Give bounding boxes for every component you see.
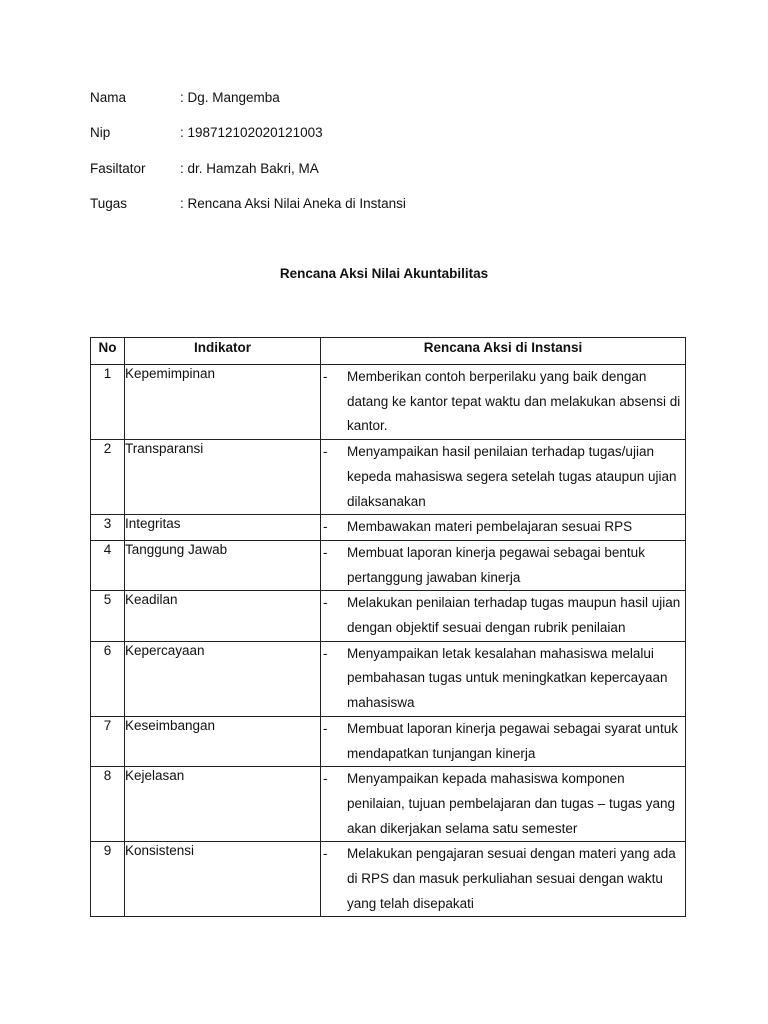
bullet-dash: - [323,846,328,862]
info-row-nama [90,90,406,125]
info-value: : Dg. Mangemba [180,90,280,105]
action-text: Melakukan penilaian terhadap tugas maupun hasil ujian dengan objektif sesuai dengan rubrik penilaian [347,595,681,636]
row-indikator: Kejelasan [125,767,321,842]
row-number: 6 [91,641,125,716]
info-value: : 198712102020121003 [180,125,323,141]
row-rencana-aksi [321,515,686,541]
action-text: Membuat laporan kinerja pegawai sebagai syarat untuk mendapatkan tunjangan kinerja [347,720,678,761]
info-row-nip [90,125,406,160]
row-indikator: Keseimbangan [125,716,321,766]
action-text: Melakukan pengajaran sesuai dengan materi yang ada di RPS dan masuk perkuliahan sesuai dengan waktu yang telah disepakati [347,846,676,911]
row-rencana-aksi [321,641,686,716]
document-title: Rencana Aksi Nilai Akuntabilitas [279,266,489,281]
table-header-row [91,338,686,365]
row-number: 3 [91,515,125,541]
row-indikator: Integritas [125,515,321,541]
info-row-fasilitator [90,161,406,196]
row-rencana-aksi [321,365,686,440]
table-row [91,515,686,541]
bullet-dash: - [323,720,328,736]
bullet-dash: - [323,369,328,384]
row-rencana-aksi [321,842,686,917]
row-rencana-aksi [321,767,686,842]
action-text: Menyampaikan hasil penilaian terhadap tugas/ujian kepeda mahasiswa segera setelah tugas ataupun ujian dilaksanakan [347,444,677,509]
row-indikator: Konsistensi [125,842,321,917]
action-plan-table [90,337,686,917]
row-number: 9 [91,842,125,917]
row-number: 2 [91,440,125,515]
table-row [91,767,686,842]
bullet-dash: - [323,771,328,787]
action-text: Membawakan materi pembelajaran sesuai RPS [347,519,633,535]
bullet-dash: - [323,645,328,661]
table-body [91,365,686,917]
info-label: Fasiltator [90,160,146,176]
row-number: 8 [91,767,125,842]
info-label: Tugas [90,195,128,211]
action-text: Memberikan contoh berperilaku yang baik dengan datang ke kantor tepat waktu dan melakukan absensi di kantor. [347,369,681,434]
bullet-dash: - [323,595,328,611]
row-indikator: Tanggung Jawab [125,540,321,590]
action-text: Membuat laporan kinerja pegawai sebagai bentuk pertanggung jawaban kinerja [347,544,645,585]
info-label: Nip [90,125,111,141]
table-row [91,365,686,440]
table-row [91,540,686,590]
bullet-dash: - [323,519,328,535]
row-rencana-aksi [321,540,686,590]
header-info [90,90,406,231]
info-value: : Rencana Aksi Nilai Aneka di Instansi [180,195,406,211]
row-number: 7 [91,716,125,766]
bullet-dash: - [323,444,328,460]
row-rencana-aksi [321,716,686,766]
table-row [91,716,686,766]
table-row [91,842,686,917]
info-label: Nama [90,90,127,105]
row-indikator: Transparansi [125,440,321,515]
action-text: Menyampaikan kepada mahasiswa komponen penilaian, tujuan pembelajaran dan tugas – tugas yang akan dikerjakan selama satu semester [347,771,675,836]
row-indikator: Keadilan [125,591,321,641]
header-no: No [91,338,125,365]
row-number: 1 [91,365,125,440]
row-rencana-aksi [321,591,686,641]
row-rencana-aksi [321,440,686,515]
action-text: Menyampaikan letak kesalahan mahasiswa melalui pembahasan tugas untuk meningkatkan kepercayaan mahasiswa [347,645,668,711]
row-indikator: Kepemimpinan [125,365,321,440]
row-number: 4 [91,540,125,590]
row-number: 5 [91,591,125,641]
table-row [91,440,686,515]
table-row [91,641,686,716]
row-indikator: Kepercayaan [125,641,321,716]
info-value: : dr. Hamzah Bakri, MA [180,160,319,176]
info-row-tugas [90,196,406,231]
header-indikator: Indikator [125,338,321,365]
table-row [91,591,686,641]
header-rencana-aksi: Rencana Aksi di Instansi [321,338,686,365]
bullet-dash: - [323,544,328,560]
